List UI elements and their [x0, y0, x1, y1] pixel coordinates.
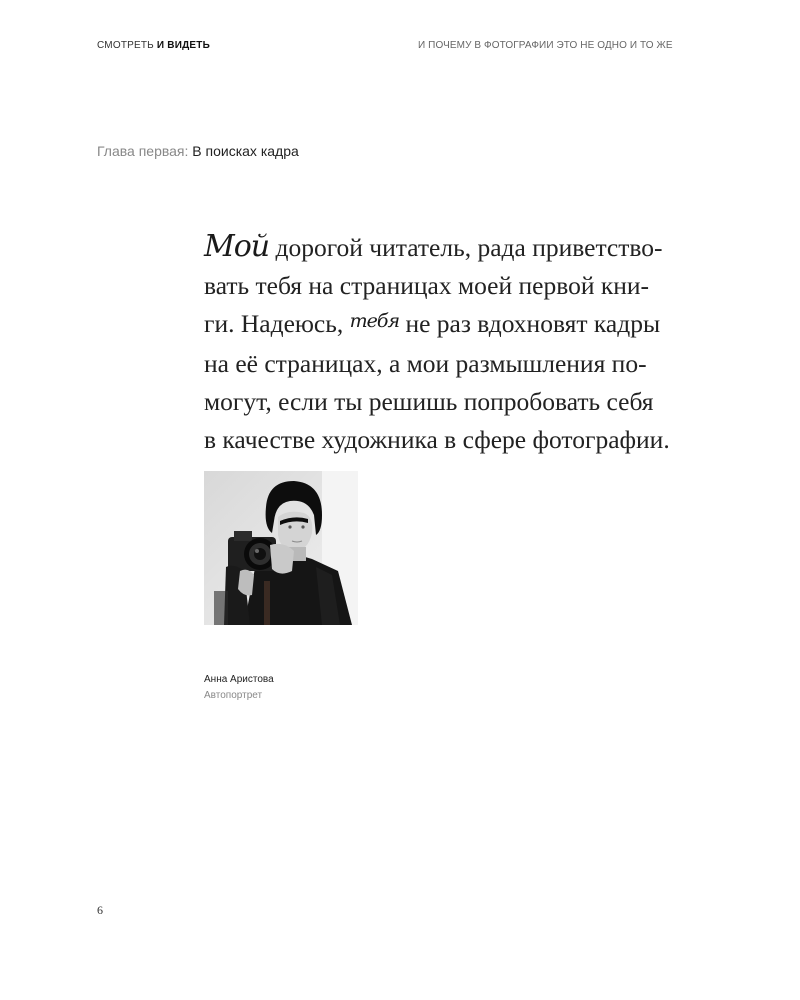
- body-line-4: на её страницах, а мои размышления по-: [204, 349, 647, 378]
- self-portrait-photo: [204, 471, 358, 625]
- running-header-left-prefix: СМОТРЕТЬ: [97, 40, 154, 51]
- body-line-6: в качестве художника в сфере фотографии.: [204, 425, 670, 454]
- page-number: 6: [97, 903, 103, 917]
- chapter-label: Глава первая:: [97, 143, 189, 159]
- running-header-left-bold: И ВИДЕТЬ: [156, 40, 210, 51]
- body-line-3-after: не раз вдохновят кадры: [405, 309, 661, 338]
- body-line-3: [204, 305, 744, 345]
- photo-caption-name: Анна Аристова: [204, 674, 274, 685]
- body-text: [204, 228, 744, 459]
- body-line-1: [204, 228, 744, 267]
- script-word-tebya: тебя: [349, 310, 400, 332]
- running-header-right: И ПОЧЕМУ В ФОТОГРАФИИ ЭТО НЕ ОДНО И ТО ЖЕ: [418, 40, 673, 51]
- body-line-5: могут, если ты решишь попробовать себя: [204, 387, 654, 416]
- body-line-1-text: дорогой читатель, рада приветство-: [275, 233, 663, 262]
- body-line-2: вать тебя на страницах моей первой кни-: [204, 271, 650, 300]
- script-word-moi: Мой: [204, 229, 270, 264]
- body-line-3-before: ги. Надеюсь,: [204, 309, 344, 338]
- running-header-left: [97, 40, 210, 51]
- chapter-heading: [97, 143, 299, 159]
- chapter-title: В поисках кадра: [192, 143, 299, 159]
- photo-caption-description: Автопортрет: [204, 690, 263, 701]
